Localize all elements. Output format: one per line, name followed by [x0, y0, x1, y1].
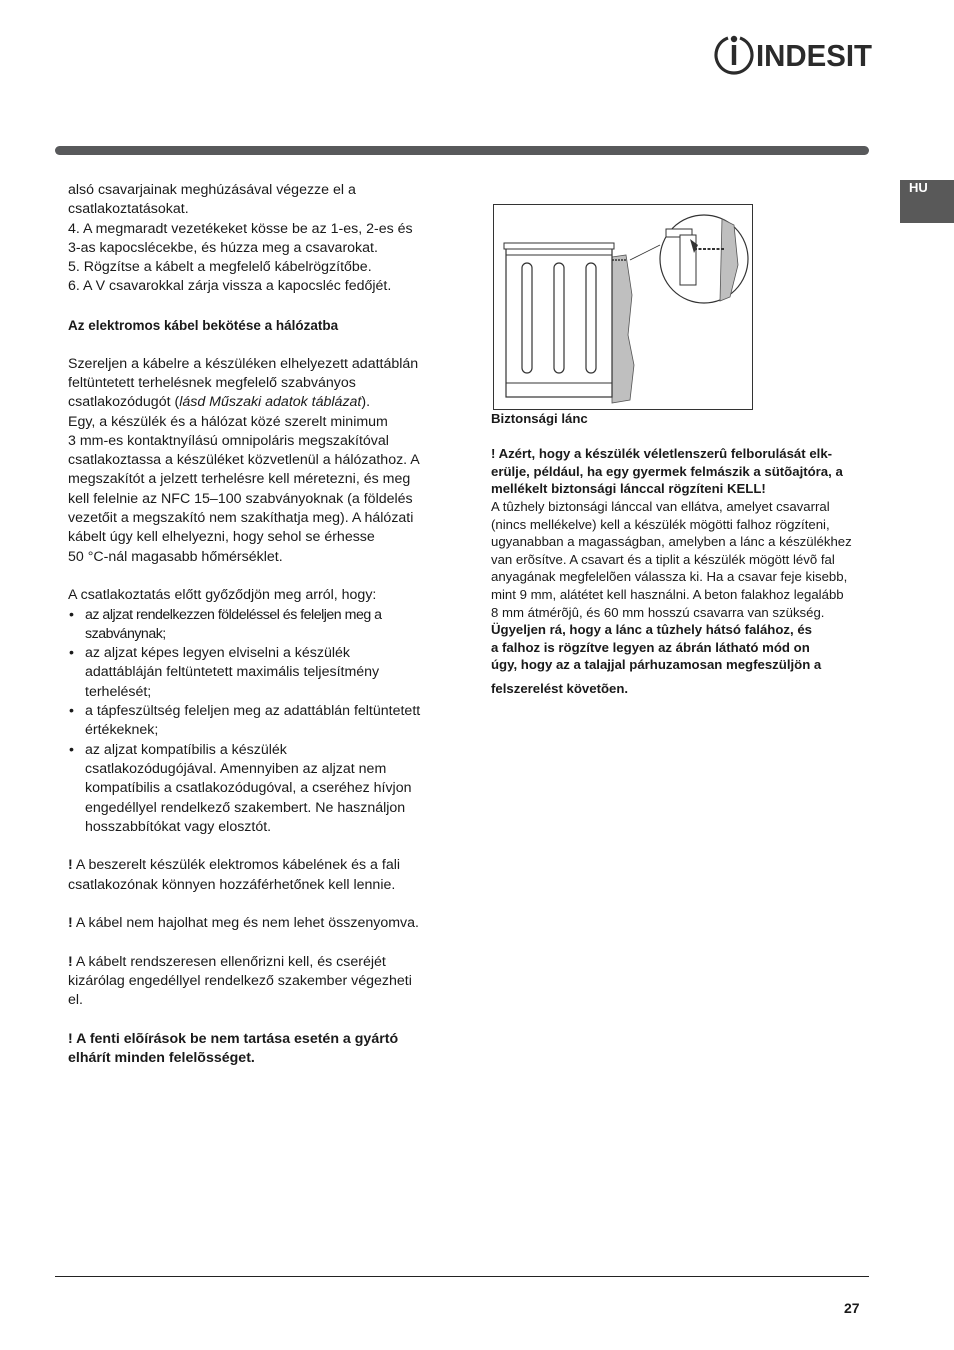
text-line: van erõsítve. A csavart és a tiplit a készülék mögött lévõ fal: [491, 551, 835, 567]
warning-mark: !: [68, 1031, 73, 1048]
text-line: Ügyeljen rá, hogy a lánc a tûzhely hátsó falához, és: [491, 622, 812, 638]
text-line: A tûzhely biztonsági lánccal van ellátva, amelyet csavarral: [491, 498, 830, 514]
text-line: Egy, a készülék és a hálózat közé szerelt minimum: [68, 413, 388, 430]
language-tab[interactable]: [900, 180, 954, 223]
text-line: csatlakozódugójával. Amennyiben az aljzat nem: [85, 760, 387, 777]
text-span: ).: [361, 394, 371, 411]
text-line: szabványnak;: [85, 625, 166, 642]
text-line: hosszabbítókat vagy elosztót.: [85, 818, 272, 835]
text-line: 4. A megmaradt vezetékeket kösse be az 1-es, 2-es és: [68, 220, 413, 237]
text-line: kell felelnie az NFC 15–100 szabványoknak (a földelés: [68, 490, 413, 507]
text-line: anyagának megfelelõen válassza ki. Ha a csavar feje kisebb,: [491, 569, 848, 585]
text-line: mellékelt biztonsági lánccal rögzíteni KELL!: [491, 481, 766, 497]
list-item: [68, 741, 453, 837]
text-line: kizárólag engedéllyel rendelkező szakember végezheti: [68, 973, 412, 990]
indesit-logo: [714, 32, 874, 76]
text-line: megszakítót a jelzett terhelésre kell méretezni, és meg: [68, 471, 411, 488]
text-line: 3-as kapocslécekbe, és húzza meg a csavarokat.: [68, 239, 378, 256]
warning-line: [68, 856, 453, 875]
text-span: A kábelt rendszeresen ellenőrizni kell, és cseréjét: [72, 953, 386, 970]
text-line: csatlakozónak könnyen hozzáférhetőnek kell lennie.: [68, 876, 396, 893]
text-line: • az aljzat kompatíbilis a készülék: [85, 741, 287, 758]
text-line: feltüntetett terhelésnek megfelelő szabványos: [68, 374, 356, 391]
text-line: elhárít minden felelõsséget.: [68, 1050, 255, 1067]
text-line: 6. A V csavarokkal zárja vissza a kapocsléc fedőjét.: [68, 278, 392, 295]
footer-rule: [55, 1276, 869, 1277]
text-line: erülje, például, ha egy gyermek felmászik a sütõajtóra, a: [491, 463, 843, 479]
text-line: (nincs mellékelve) kell a készülék mögötti falhoz rögzíteni,: [491, 516, 830, 532]
text-line: terhelését;: [85, 683, 152, 700]
safety-chain-figure: [493, 204, 753, 410]
text-span: A fenti elõírások be nem tartása esetén a gyártó: [76, 1031, 399, 1048]
text-line: úgy, hogy az a talajjal párhuzamosan megfeszüljön a: [491, 657, 822, 673]
list-item: [68, 606, 453, 645]
text-line: ! Azért, hogy a készülék véletlenszerû felborulását elk-: [491, 446, 833, 462]
text-span: A kábel nem hajolhat meg és nem lehet összenyomva.: [75, 915, 419, 932]
text-line: [68, 393, 453, 412]
table-reference: lásd Műszaki adatok táblázat: [179, 394, 362, 411]
brand-wordmark: [756, 37, 874, 73]
list-item: [68, 702, 453, 741]
text-line: értékeknek;: [85, 722, 159, 739]
text-line: • a tápfeszültség feleljen meg az adattáblán feltüntetett: [85, 703, 421, 720]
text-span: A beszerelt készülék elektromos kábelének és a fali: [75, 857, 401, 874]
page-number: 27: [844, 1300, 860, 1316]
text-line: csatlakoztassa a készüléket közvetlenül a hálózathoz. A: [68, 452, 420, 469]
warning-line: [68, 953, 453, 972]
section-heading: Az elektromos kábel bekötése a hálózatba: [68, 318, 339, 334]
text-line: Szereljen a kábelre a készüléken elhelyezett adattáblán: [68, 355, 419, 372]
text-line: ugyanabban a magasságban, amelyben a lánc a készülékhez: [491, 534, 852, 550]
text-line: 8 mm átmérõjû, és 60 mm hosszú csavarra van szükség.: [491, 604, 825, 620]
header-bar: [55, 146, 869, 155]
right-column: [491, 410, 891, 698]
figure-caption: Biztonsági lánc: [491, 411, 588, 426]
checklist-intro: A csatlakoztatás előtt győződjön meg arról, hogy:: [68, 587, 377, 604]
final-warning-line: [68, 1030, 453, 1049]
text-line: adattábláján feltüntetett maximális teljesítmény: [85, 664, 380, 681]
text-line: kompatíbilis a csatlakozódugóval, a cseréhez hívjon: [85, 780, 412, 797]
text-line: kábelt úgy kell elhelyezni, hogy sehol se érhesse: [68, 529, 375, 546]
text-line: alsó csavarjainak meghúzásával végezze el a: [68, 182, 356, 198]
text-line: engedéllyel rendelkező szakembert. Ne használjon: [85, 799, 406, 816]
warning-mark: !: [68, 915, 73, 932]
text-line: csatlakoztatásokat.: [68, 201, 189, 218]
text-line: 3 mm-es kontaktnyílású omnipoláris megszakítóval: [68, 432, 389, 449]
text-line: felszerelést követõen.: [491, 680, 629, 696]
text-line: 50 °C-nál magasabb hőmérséklet.: [68, 548, 283, 565]
text-line: mint 9 mm, alátétet kell használni. A beton falakhoz legalább: [491, 586, 844, 602]
indesit-logo-mark: [714, 32, 754, 76]
cooker-illustration: [494, 205, 752, 409]
warning-line: [68, 914, 453, 933]
text-span: csatlakozódugót (: [68, 394, 180, 411]
text-line: • az aljzat képes legyen elviselni a készülék: [85, 645, 350, 662]
language-tab-label: HU: [909, 180, 928, 195]
text-line: 5. Rögzítse a kábelt a megfelelő kábelrögzítőbe.: [68, 259, 372, 276]
warning-mark: !: [68, 857, 73, 874]
text-line: vezetőit a megszakító nem szakíthatja meg). A hálózati: [68, 510, 414, 527]
list-item: [68, 644, 453, 702]
text-line: a falhoz is rögzítve legyen az ábrán látható mód on: [491, 639, 810, 655]
text-line: el.: [68, 992, 83, 1009]
text-line: • az aljzat rendelkezzen földeléssel és feleljen meg a: [85, 606, 382, 623]
svg-text:INDESIT: INDESIT: [756, 38, 873, 73]
left-column: [68, 181, 453, 1069]
warning-mark: !: [68, 953, 73, 970]
